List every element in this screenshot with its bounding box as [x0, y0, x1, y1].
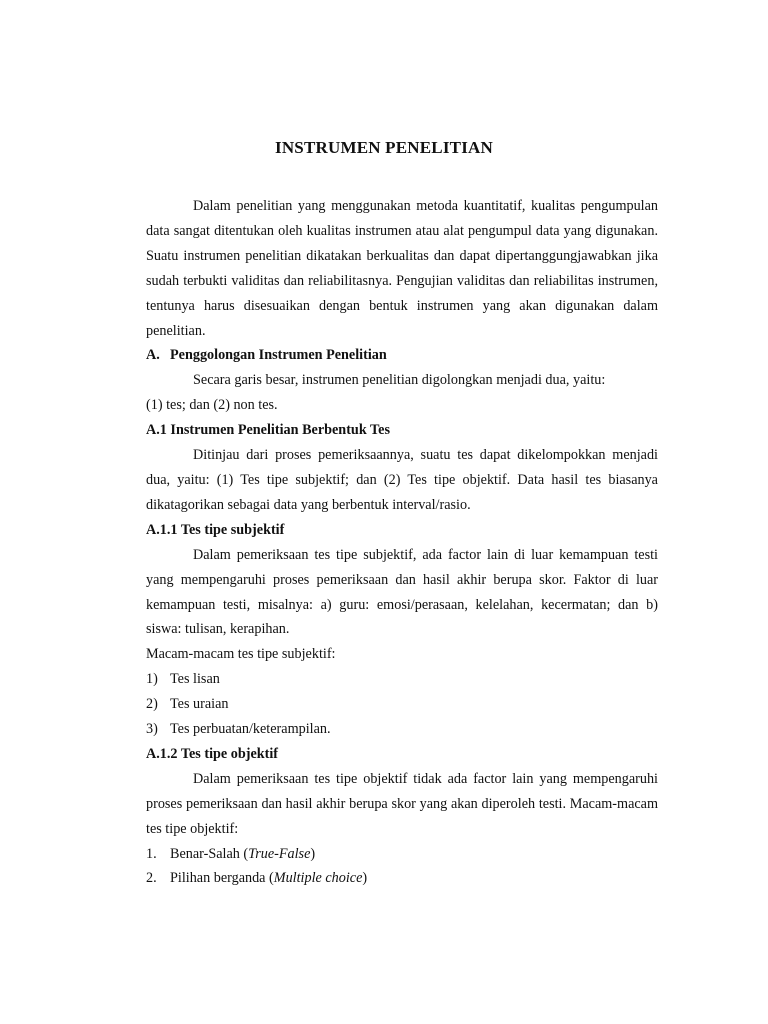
section-a-title: Penggolongan Instrumen Penelitian [170, 347, 387, 364]
list-item-label: Tes uraian [170, 696, 229, 713]
list-item [146, 717, 658, 742]
document-title: INSTRUMEN PENELITIAN [275, 138, 493, 157]
list-item-label: Tes lisan [170, 671, 220, 688]
list-item-number: 1. [146, 845, 157, 862]
list-item-number: 3) [146, 721, 158, 738]
section-a1-paragraph: Ditinjau dari proses pemeriksaannya, suatu tes dapat dikelompokkan menjadi dua, yaitu: (1) Tes tipe subjektif; dan (2) Tes tipe objektif. Data hasil tes biasanya dikatagorikan sebagai data yang berbentuk interval/rasio. [146, 447, 658, 513]
list-item-number: 1) [146, 671, 158, 688]
list-item-italic: True-False [248, 845, 311, 862]
list-item [146, 866, 658, 891]
section-a11-paragraph: Dalam pemeriksaan tes tipe subjektif, ada factor lain di luar kemampuan testi yang mempengaruhi proses pemeriksaan dan hasil akhir berupa skor. Faktor di luar kemampuan testi, misalnya: a) guru: emosi/perasaan, kelelahan, kecermatan; dan b) siswa: tulisan, kerapihan. [146, 546, 658, 638]
objective-test-list [146, 842, 658, 892]
list-item-suffix: ) [310, 845, 316, 862]
list-item-number: 2. [146, 870, 157, 887]
list-item-suffix: ) [362, 870, 368, 887]
section-a12-heading: A.1.2 Tes tipe objektif [146, 745, 279, 762]
section-a-heading [146, 343, 658, 368]
list-item-italic: Multiple choice [273, 870, 363, 887]
intro-paragraph: Dalam penelitian yang menggunakan metoda kuantitatif, kualitas pengumpulan data sangat ditentukan oleh kualitas instrumen atau alat pengumpul data yang digunakan. Suatu instrumen penelitian dikatakan berkualitas dan dapat dipertanggungjawabkan jika sudah terbukti validitas dan reliabilitasnya. Pengujian validitas dan reliabilitas instrumen, tentunya harus disesuaikan dengan bentuk instrumen yang akan digunakan dalam penelitian. [146, 198, 658, 339]
section-a-paragraph: Secara garis besar, instrumen penelitian digolongkan menjadi dua, yaitu: [193, 372, 606, 389]
document-body [146, 194, 658, 891]
section-a1-heading: A.1 Instrumen Penelitian Berbentuk Tes [146, 422, 390, 439]
list-item [146, 842, 658, 867]
list-item-label: Pilihan berganda ( [170, 870, 274, 887]
list-item-label: Benar-Salah ( [170, 845, 249, 862]
list-item-number: 2) [146, 696, 158, 713]
section-a-number: A. [146, 347, 160, 364]
section-a11-list-intro: Macam-macam tes tipe subjektif: [146, 646, 336, 663]
list-item-label: Tes perbuatan/keterampilan. [170, 721, 331, 738]
subjective-test-list [146, 667, 658, 742]
section-a12-paragraph: Dalam pemeriksaan tes tipe objektif tidak ada factor lain yang mempengaruhi proses pemeriksaan dan hasil akhir berupa skor yang akan diperoleh testi. Macam-macam tes tipe objektif: [146, 770, 658, 837]
section-a-paragraph-cont: (1) tes; dan (2) non tes. [146, 397, 278, 414]
section-a11-heading: A.1.1 Tes tipe subjektif [146, 521, 285, 538]
list-item [146, 692, 658, 717]
list-item [146, 667, 658, 692]
